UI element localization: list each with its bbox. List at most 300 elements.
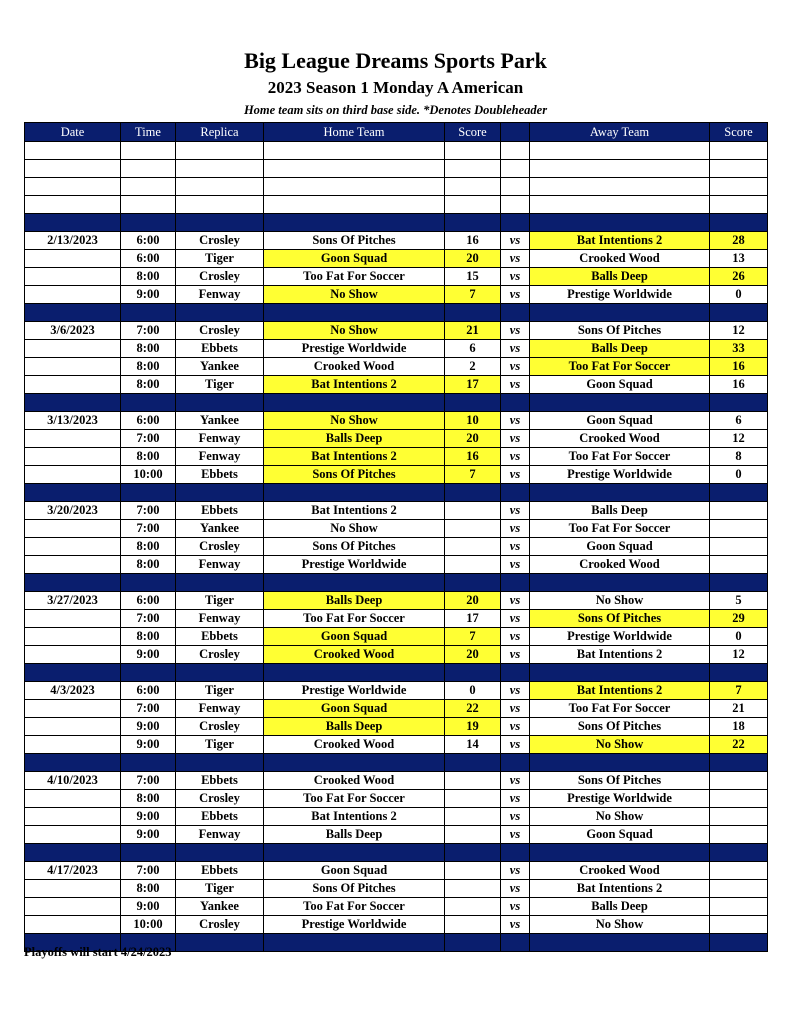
playoffs-note: Playoffs will start 4/24/2023 xyxy=(24,945,172,959)
band-cell xyxy=(121,664,176,682)
game-row xyxy=(25,862,768,880)
date-cell xyxy=(25,880,121,898)
replica-cell: Tiger xyxy=(176,880,264,898)
game-row xyxy=(25,808,768,826)
band-cell xyxy=(25,754,121,772)
header-home-score: Score xyxy=(445,123,501,142)
away-team-cell: Bat Intentions 2 xyxy=(530,880,710,898)
home-team-cell: Prestige Worldwide xyxy=(264,916,445,934)
empty-cell xyxy=(176,142,264,160)
band-cell xyxy=(176,304,264,322)
band-cell xyxy=(121,484,176,502)
schedule-body xyxy=(25,142,768,952)
replica-cell: Ebbets xyxy=(176,466,264,484)
band-cell xyxy=(501,664,530,682)
empty-cell xyxy=(264,160,445,178)
header-away-score: Score xyxy=(710,123,768,142)
away-score-cell: 0 xyxy=(710,286,768,304)
away-team-cell: Sons Of Pitches xyxy=(530,718,710,736)
vs-cell: vs xyxy=(501,340,530,358)
game-row xyxy=(25,466,768,484)
band-cell xyxy=(264,574,445,592)
away-score-cell: 0 xyxy=(710,628,768,646)
home-score-cell xyxy=(445,538,501,556)
vs-cell: vs xyxy=(501,718,530,736)
replica-cell: Tiger xyxy=(176,376,264,394)
vs-cell: vs xyxy=(501,376,530,394)
band-cell xyxy=(264,844,445,862)
replica-cell: Yankee xyxy=(176,520,264,538)
away-score-cell xyxy=(710,826,768,844)
game-row xyxy=(25,628,768,646)
empty-cell xyxy=(176,160,264,178)
away-team-cell: Goon Squad xyxy=(530,376,710,394)
empty-cell xyxy=(530,196,710,214)
away-score-cell: 26 xyxy=(710,268,768,286)
band-cell xyxy=(121,754,176,772)
replica-cell: Crosley xyxy=(176,718,264,736)
away-team-cell: Goon Squad xyxy=(530,538,710,556)
vs-cell: vs xyxy=(501,790,530,808)
home-team-cell: Balls Deep xyxy=(264,430,445,448)
vs-cell: vs xyxy=(501,430,530,448)
band-cell xyxy=(176,394,264,412)
band-cell xyxy=(121,574,176,592)
game-row xyxy=(25,232,768,250)
time-cell: 6:00 xyxy=(121,232,176,250)
band-cell xyxy=(530,664,710,682)
replica-cell: Crosley xyxy=(176,232,264,250)
date-cell xyxy=(25,808,121,826)
away-team-cell: Prestige Worldwide xyxy=(530,466,710,484)
game-row xyxy=(25,538,768,556)
empty-cell xyxy=(501,160,530,178)
empty-cell xyxy=(25,196,121,214)
game-row xyxy=(25,502,768,520)
time-cell: 8:00 xyxy=(121,538,176,556)
header-away-team: Away Team xyxy=(530,123,710,142)
home-team-cell: Prestige Worldwide xyxy=(264,682,445,700)
band-cell xyxy=(501,754,530,772)
away-score-cell: 22 xyxy=(710,736,768,754)
time-cell: 7:00 xyxy=(121,700,176,718)
home-team-cell: Too Fat For Soccer xyxy=(264,610,445,628)
vs-cell: vs xyxy=(501,736,530,754)
vs-cell: vs xyxy=(501,808,530,826)
home-team-cell: Prestige Worldwide xyxy=(264,556,445,574)
band-cell xyxy=(530,484,710,502)
away-team-cell: Too Fat For Soccer xyxy=(530,520,710,538)
replica-cell: Fenway xyxy=(176,448,264,466)
away-team-cell: Balls Deep xyxy=(530,268,710,286)
date-cell: 4/17/2023 xyxy=(25,862,121,880)
home-team-cell: Balls Deep xyxy=(264,592,445,610)
empty-cell xyxy=(121,178,176,196)
band-cell xyxy=(25,484,121,502)
home-score-cell: 17 xyxy=(445,610,501,628)
date-cell xyxy=(25,268,121,286)
game-row xyxy=(25,880,768,898)
game-row xyxy=(25,250,768,268)
home-team-cell: Sons Of Pitches xyxy=(264,880,445,898)
date-cell: 3/6/2023 xyxy=(25,322,121,340)
home-score-cell: 0 xyxy=(445,682,501,700)
header-home-team: Home Team xyxy=(264,123,445,142)
band-cell xyxy=(176,484,264,502)
away-team-cell: Bat Intentions 2 xyxy=(530,232,710,250)
separator-band xyxy=(25,214,768,232)
empty-row xyxy=(25,142,768,160)
separator-band xyxy=(25,484,768,502)
time-cell: 9:00 xyxy=(121,736,176,754)
separator-band xyxy=(25,844,768,862)
schedule-table xyxy=(24,122,768,952)
band-cell xyxy=(445,484,501,502)
home-team-cell: Bat Intentions 2 xyxy=(264,808,445,826)
home-score-cell xyxy=(445,772,501,790)
home-team-cell: Goon Squad xyxy=(264,628,445,646)
game-row xyxy=(25,520,768,538)
date-cell xyxy=(25,790,121,808)
time-cell: 8:00 xyxy=(121,376,176,394)
empty-cell xyxy=(530,160,710,178)
home-team-cell: Sons Of Pitches xyxy=(264,232,445,250)
home-team-cell: Too Fat For Soccer xyxy=(264,898,445,916)
home-score-cell xyxy=(445,916,501,934)
replica-cell: Fenway xyxy=(176,430,264,448)
time-cell: 10:00 xyxy=(121,466,176,484)
replica-cell: Fenway xyxy=(176,700,264,718)
band-cell xyxy=(710,664,768,682)
vs-cell: vs xyxy=(501,520,530,538)
band-cell xyxy=(445,394,501,412)
band-cell xyxy=(25,844,121,862)
home-score-cell: 2 xyxy=(445,358,501,376)
empty-cell xyxy=(176,178,264,196)
band-cell xyxy=(121,394,176,412)
home-team-cell: Sons Of Pitches xyxy=(264,466,445,484)
home-score-cell: 19 xyxy=(445,718,501,736)
away-team-cell: Goon Squad xyxy=(530,412,710,430)
home-team-cell: No Show xyxy=(264,520,445,538)
vs-cell: vs xyxy=(501,466,530,484)
home-team-cell: No Show xyxy=(264,322,445,340)
away-score-cell: 0 xyxy=(710,466,768,484)
vs-cell: vs xyxy=(501,412,530,430)
home-score-cell: 22 xyxy=(445,700,501,718)
band-cell xyxy=(710,574,768,592)
away-team-cell: No Show xyxy=(530,916,710,934)
away-score-cell: 29 xyxy=(710,610,768,628)
replica-cell: Fenway xyxy=(176,556,264,574)
replica-cell: Crosley xyxy=(176,916,264,934)
band-cell xyxy=(530,844,710,862)
game-row xyxy=(25,412,768,430)
game-row xyxy=(25,322,768,340)
empty-row xyxy=(25,160,768,178)
vs-cell: vs xyxy=(501,286,530,304)
time-cell: 9:00 xyxy=(121,286,176,304)
band-cell xyxy=(501,394,530,412)
band-cell xyxy=(501,214,530,232)
date-cell xyxy=(25,646,121,664)
empty-row xyxy=(25,178,768,196)
empty-cell xyxy=(176,196,264,214)
away-score-cell xyxy=(710,520,768,538)
home-team-cell: Balls Deep xyxy=(264,826,445,844)
date-cell xyxy=(25,538,121,556)
home-team-cell: Balls Deep xyxy=(264,718,445,736)
band-cell xyxy=(25,394,121,412)
date-cell: 3/13/2023 xyxy=(25,412,121,430)
game-row xyxy=(25,592,768,610)
home-score-cell: 20 xyxy=(445,646,501,664)
home-score-cell xyxy=(445,898,501,916)
home-team-cell: Prestige Worldwide xyxy=(264,340,445,358)
band-cell xyxy=(264,934,445,952)
empty-cell xyxy=(25,178,121,196)
away-score-cell xyxy=(710,790,768,808)
band-cell xyxy=(445,304,501,322)
empty-cell xyxy=(25,142,121,160)
vs-cell: vs xyxy=(501,358,530,376)
band-cell xyxy=(176,754,264,772)
band-cell xyxy=(710,844,768,862)
date-cell xyxy=(25,718,121,736)
away-score-cell: 5 xyxy=(710,592,768,610)
game-row xyxy=(25,268,768,286)
date-cell: 3/20/2023 xyxy=(25,502,121,520)
game-row xyxy=(25,448,768,466)
home-team-cell: Goon Squad xyxy=(264,700,445,718)
game-row xyxy=(25,340,768,358)
band-cell xyxy=(25,574,121,592)
game-row xyxy=(25,358,768,376)
band-cell xyxy=(501,844,530,862)
replica-cell: Crosley xyxy=(176,646,264,664)
game-row xyxy=(25,430,768,448)
time-cell: 9:00 xyxy=(121,898,176,916)
vs-cell: vs xyxy=(501,592,530,610)
empty-cell xyxy=(445,196,501,214)
home-team-cell: Crooked Wood xyxy=(264,736,445,754)
away-team-cell: Bat Intentions 2 xyxy=(530,682,710,700)
vs-cell: vs xyxy=(501,898,530,916)
home-team-cell: No Show xyxy=(264,412,445,430)
empty-cell xyxy=(264,142,445,160)
home-score-cell xyxy=(445,520,501,538)
home-score-cell: 6 xyxy=(445,340,501,358)
time-cell: 9:00 xyxy=(121,826,176,844)
away-score-cell: 6 xyxy=(710,412,768,430)
empty-cell xyxy=(121,196,176,214)
vs-cell: vs xyxy=(501,916,530,934)
home-score-cell: 21 xyxy=(445,322,501,340)
game-row xyxy=(25,718,768,736)
time-cell: 7:00 xyxy=(121,610,176,628)
away-team-cell: Too Fat For Soccer xyxy=(530,700,710,718)
away-team-cell: Prestige Worldwide xyxy=(530,628,710,646)
replica-cell: Yankee xyxy=(176,898,264,916)
away-score-cell xyxy=(710,862,768,880)
away-team-cell: Sons Of Pitches xyxy=(530,322,710,340)
empty-row xyxy=(25,196,768,214)
away-score-cell xyxy=(710,808,768,826)
replica-cell: Fenway xyxy=(176,610,264,628)
time-cell: 8:00 xyxy=(121,790,176,808)
date-cell: 4/10/2023 xyxy=(25,772,121,790)
replica-cell: Crosley xyxy=(176,538,264,556)
time-cell: 7:00 xyxy=(121,772,176,790)
time-cell: 8:00 xyxy=(121,556,176,574)
away-team-cell: Balls Deep xyxy=(530,502,710,520)
vs-cell: vs xyxy=(501,322,530,340)
game-row xyxy=(25,556,768,574)
date-cell xyxy=(25,556,121,574)
vs-cell: vs xyxy=(501,448,530,466)
date-cell: 3/27/2023 xyxy=(25,592,121,610)
game-row xyxy=(25,376,768,394)
header-vs xyxy=(501,123,530,142)
away-team-cell: Balls Deep xyxy=(530,340,710,358)
away-score-cell: 13 xyxy=(710,250,768,268)
band-cell xyxy=(176,844,264,862)
time-cell: 8:00 xyxy=(121,268,176,286)
page-note: Home team sits on third base side. *Denotes Doubleheader xyxy=(243,103,548,117)
home-score-cell: 7 xyxy=(445,286,501,304)
away-score-cell: 12 xyxy=(710,322,768,340)
empty-cell xyxy=(264,196,445,214)
empty-cell xyxy=(121,160,176,178)
away-score-cell xyxy=(710,556,768,574)
time-cell: 8:00 xyxy=(121,358,176,376)
band-cell xyxy=(530,934,710,952)
home-team-cell: Crooked Wood xyxy=(264,646,445,664)
band-cell xyxy=(530,754,710,772)
game-row xyxy=(25,790,768,808)
band-cell xyxy=(264,214,445,232)
time-cell: 6:00 xyxy=(121,412,176,430)
replica-cell: Yankee xyxy=(176,412,264,430)
game-row xyxy=(25,916,768,934)
band-cell xyxy=(176,934,264,952)
home-score-cell xyxy=(445,502,501,520)
vs-cell: vs xyxy=(501,682,530,700)
header-date: Date xyxy=(25,123,121,142)
band-cell xyxy=(121,304,176,322)
band-cell xyxy=(445,844,501,862)
empty-cell xyxy=(501,196,530,214)
away-team-cell: No Show xyxy=(530,736,710,754)
band-cell xyxy=(176,574,264,592)
game-row xyxy=(25,898,768,916)
date-cell xyxy=(25,628,121,646)
game-row xyxy=(25,682,768,700)
vs-cell: vs xyxy=(501,700,530,718)
vs-cell: vs xyxy=(501,862,530,880)
time-cell: 8:00 xyxy=(121,628,176,646)
band-cell xyxy=(264,304,445,322)
date-cell xyxy=(25,340,121,358)
away-score-cell: 12 xyxy=(710,430,768,448)
time-cell: 8:00 xyxy=(121,880,176,898)
home-score-cell: 17 xyxy=(445,376,501,394)
replica-cell: Tiger xyxy=(176,736,264,754)
game-row xyxy=(25,826,768,844)
band-cell xyxy=(121,214,176,232)
band-cell xyxy=(530,214,710,232)
empty-cell xyxy=(530,142,710,160)
home-score-cell: 16 xyxy=(445,232,501,250)
replica-cell: Ebbets xyxy=(176,772,264,790)
time-cell: 9:00 xyxy=(121,646,176,664)
replica-cell: Fenway xyxy=(176,826,264,844)
home-score-cell xyxy=(445,790,501,808)
date-cell: 4/3/2023 xyxy=(25,682,121,700)
replica-cell: Tiger xyxy=(176,250,264,268)
away-team-cell: Crooked Wood xyxy=(530,250,710,268)
band-cell xyxy=(445,754,501,772)
away-score-cell xyxy=(710,502,768,520)
date-cell xyxy=(25,898,121,916)
home-team-cell: Bat Intentions 2 xyxy=(264,376,445,394)
time-cell: 10:00 xyxy=(121,916,176,934)
away-score-cell: 21 xyxy=(710,700,768,718)
time-cell: 7:00 xyxy=(121,520,176,538)
replica-cell: Ebbets xyxy=(176,808,264,826)
date-cell xyxy=(25,358,121,376)
time-cell: 9:00 xyxy=(121,808,176,826)
time-cell: 8:00 xyxy=(121,448,176,466)
away-team-cell: Crooked Wood xyxy=(530,862,710,880)
away-team-cell: Too Fat For Soccer xyxy=(530,448,710,466)
date-cell xyxy=(25,700,121,718)
band-cell xyxy=(176,664,264,682)
date-cell xyxy=(25,250,121,268)
date-cell xyxy=(25,826,121,844)
vs-cell: vs xyxy=(501,646,530,664)
away-score-cell: 8 xyxy=(710,448,768,466)
away-team-cell: No Show xyxy=(530,808,710,826)
empty-cell xyxy=(445,160,501,178)
empty-cell xyxy=(710,196,768,214)
empty-cell xyxy=(710,178,768,196)
home-team-cell: Too Fat For Soccer xyxy=(264,790,445,808)
empty-cell xyxy=(264,178,445,196)
band-cell xyxy=(264,484,445,502)
home-team-cell: Goon Squad xyxy=(264,250,445,268)
replica-cell: Ebbets xyxy=(176,502,264,520)
table-header-row xyxy=(25,123,768,142)
date-cell xyxy=(25,286,121,304)
band-cell xyxy=(264,664,445,682)
empty-cell xyxy=(530,178,710,196)
game-row xyxy=(25,772,768,790)
band-cell xyxy=(121,844,176,862)
away-team-cell: Goon Squad xyxy=(530,826,710,844)
home-score-cell: 7 xyxy=(445,628,501,646)
band-cell xyxy=(710,394,768,412)
empty-cell xyxy=(501,178,530,196)
band-cell xyxy=(25,664,121,682)
date-cell xyxy=(25,376,121,394)
home-team-cell: Crooked Wood xyxy=(264,772,445,790)
away-score-cell: 28 xyxy=(710,232,768,250)
home-team-cell: Bat Intentions 2 xyxy=(264,502,445,520)
home-team-cell: Goon Squad xyxy=(264,862,445,880)
home-score-cell: 7 xyxy=(445,466,501,484)
band-cell xyxy=(710,484,768,502)
